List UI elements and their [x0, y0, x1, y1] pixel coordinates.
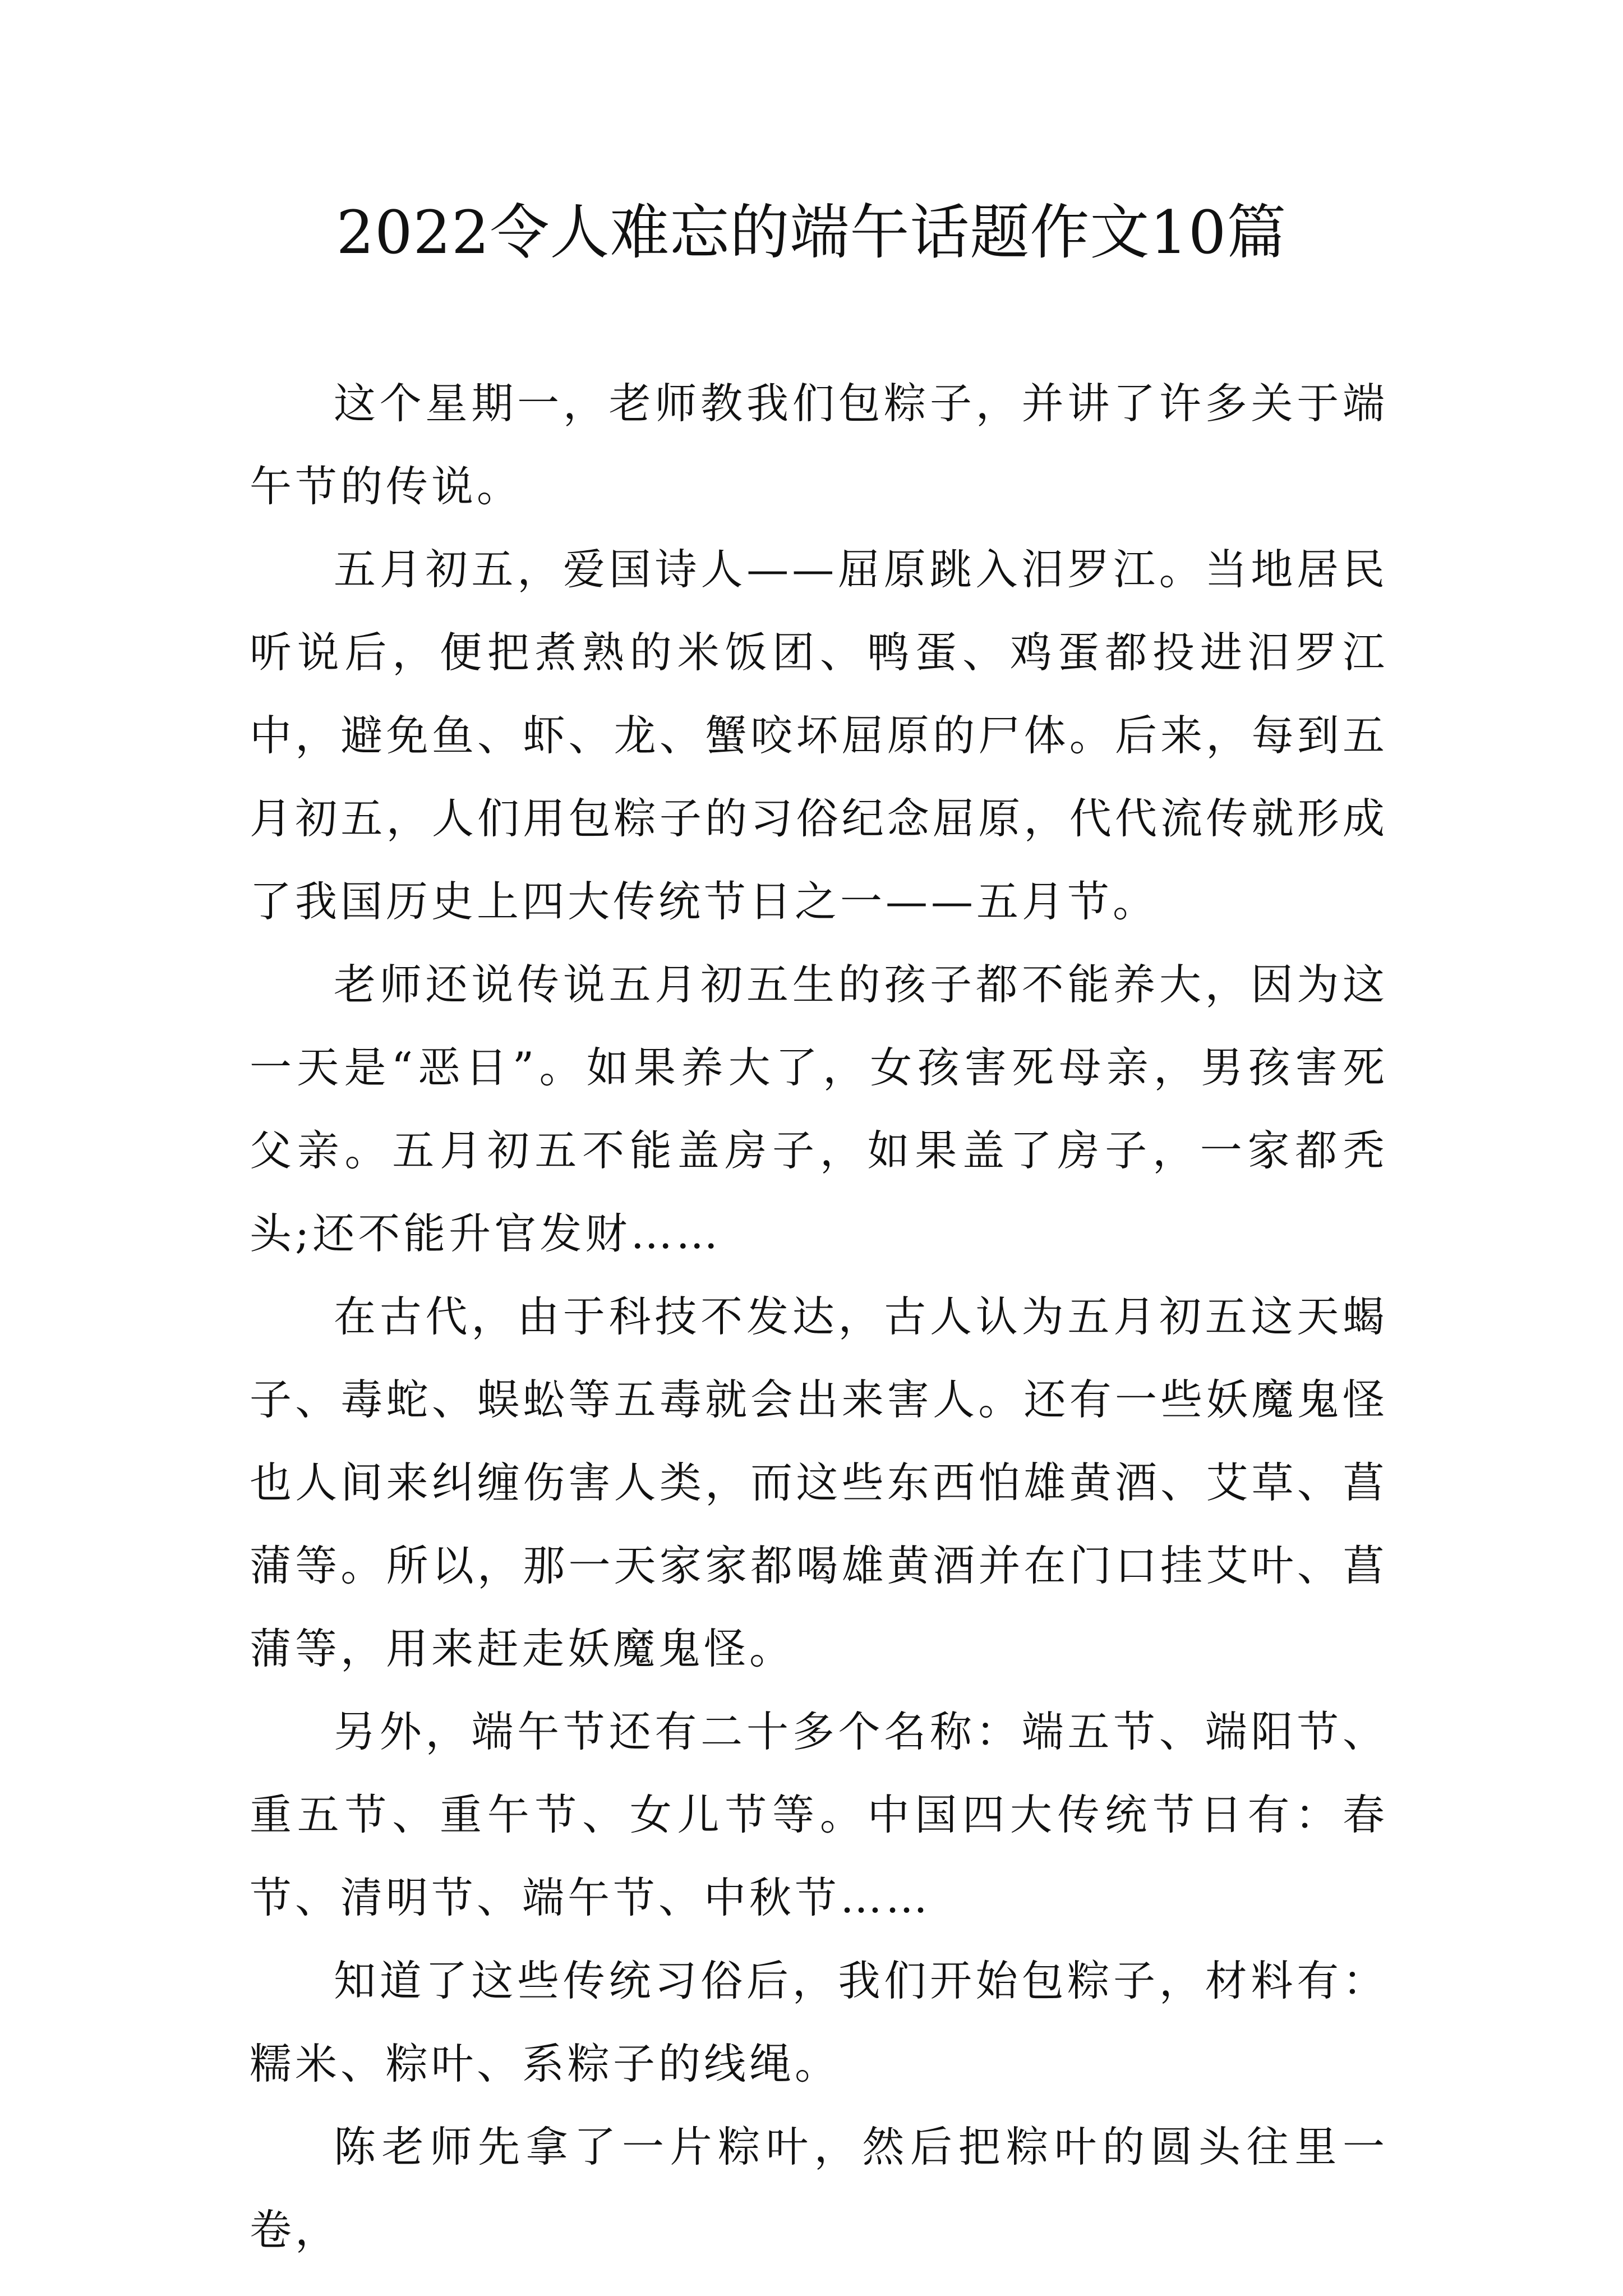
paragraph: 陈老师先拿了一片粽叶，然后把粽叶的圆头往里一卷，: [250, 2122, 1388, 2254]
paragraph: 知道了这些传统习俗后，我们开始包粽子，材料有：糯米、粽叶、系粽子的线绳。: [250, 1956, 1388, 2088]
paragraph: 另外，端午节还有二十多个名称：端五节、端阳节、重五节、重午节、女儿节等。中国四大传统节日有：春节、清明节、端午节、中秋节……: [250, 1707, 1388, 1922]
paragraph: 老师还说传说五月初五生的孩子都不能养大，因为这一天是“恶日”。如果养大了，女孩害死母亲，男孩害死父亲。五月初五不能盖房子，如果盖了房子，一家都秃头;还不能升官发财……: [250, 960, 1388, 1258]
document-body: [250, 362, 1388, 2271]
paragraph: 这个星期一，老师教我们包粽子，并讲了许多关于端午节的传说。: [250, 379, 1388, 511]
paragraph: 五月初五，爱国诗人——屈原跳入汨罗江。当地居民听说后，便把煮熟的米饭团、鸭蛋、鸡蛋都投进汨罗江中，避免鱼、虾、龙、蟹咬坏屈原的尸体。后来，每到五月初五，人们用包粽子的习俗纪念屈原，代代流传就形成了我国历史上四大传统节日之一——五月节。: [250, 545, 1388, 926]
paragraph: 在古代，由于科技不发达，古人认为五月初五这天蝎子、毒蛇、蜈蚣等五毒就会出来害人。还有一些妖魔鬼怪也人间来纠缠伤害人类，而这些东西怕雄黄酒、艾草、菖蒲等。所以，那一天家家都喝雄黄酒并在门口挂艾叶、菖蒲等，用来赶走妖魔鬼怪。: [250, 1292, 1388, 1673]
document-title: 2022令人难忘的端午话题作文10篇: [336, 198, 1287, 267]
